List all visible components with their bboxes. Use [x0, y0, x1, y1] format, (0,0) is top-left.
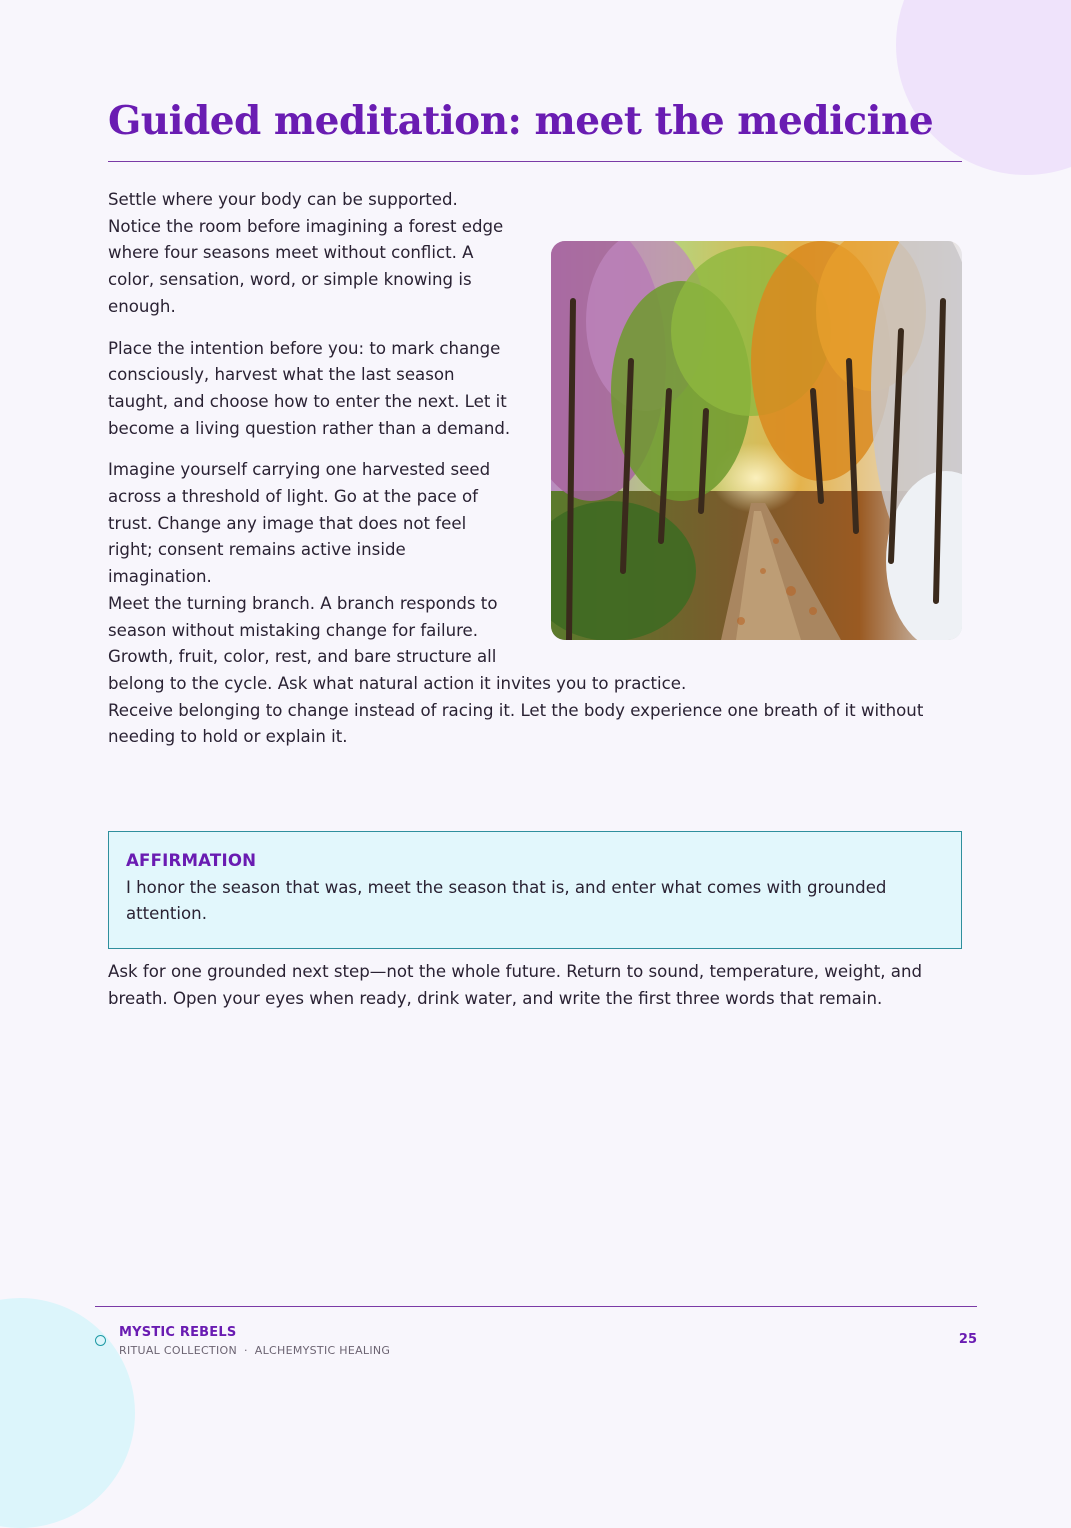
decorative-circle-top — [896, 0, 1071, 175]
footer-brand: MYSTIC REBELS — [119, 1325, 237, 1340]
paragraph-belonging: Receive belonging to change instead of racing it. Let the body experience one breath of it without needing to hold or explain it. — [108, 700, 924, 747]
forest-path-illustration — [551, 241, 962, 640]
footer-collection: RITUAL COLLECTION — [119, 1344, 237, 1357]
paragraph-seed: Imagine yourself carrying one harvested seed across a threshold of light. Go at the pace of trust. Change any image that does not feel right; consent remains active inside imagination. — [108, 460, 491, 587]
four-seasons-forest-image — [551, 241, 962, 640]
footer-subtitle — [119, 1344, 390, 1357]
circle-icon — [95, 1335, 106, 1346]
affirmation-label: AFFIRMATION — [126, 851, 257, 870]
paragraph-settle: Settle where your body can be supported. Notice the room before imagining a forest edge where four seasons meet without conflict. A color, sensation, word, or simple knowing is enough. — [108, 190, 504, 316]
paragraph-intention: Place the intention before you: to mark change consciously, harvest what the last season taught, and choose how to enter the next. Let it become a living question rather than a demand. — [108, 338, 511, 438]
decorative-circle-bottom — [0, 1298, 135, 1528]
page-number: 25 — [958, 1332, 977, 1347]
footer-series: ALCHEMYSTIC HEALING — [254, 1344, 391, 1357]
affirmation-callout — [108, 831, 962, 949]
paragraph-branch: Meet the turning branch. A branch responds to season without mistaking change for failure. Growth, fruit, color, rest, and bare structure all belong to the cycle. Ask what natural action it invites you to practice. — [108, 593, 687, 693]
affirmation-text: I honor the season that was, meet the season that is, and enter what comes with grounded attention. — [126, 877, 887, 924]
paragraph-closing: Ask for one grounded next step—not the whole future. Return to sound, temperature, weight, and breath. Open your eyes when ready, drink water, and write the first three words that remain. — [108, 962, 923, 1008]
footer-divider — [95, 1306, 977, 1307]
footer-separator: · — [243, 1344, 248, 1357]
title-divider — [108, 161, 962, 162]
page-title: Guided meditation: meet the medicine — [108, 98, 934, 144]
meditation-body — [108, 187, 962, 751]
